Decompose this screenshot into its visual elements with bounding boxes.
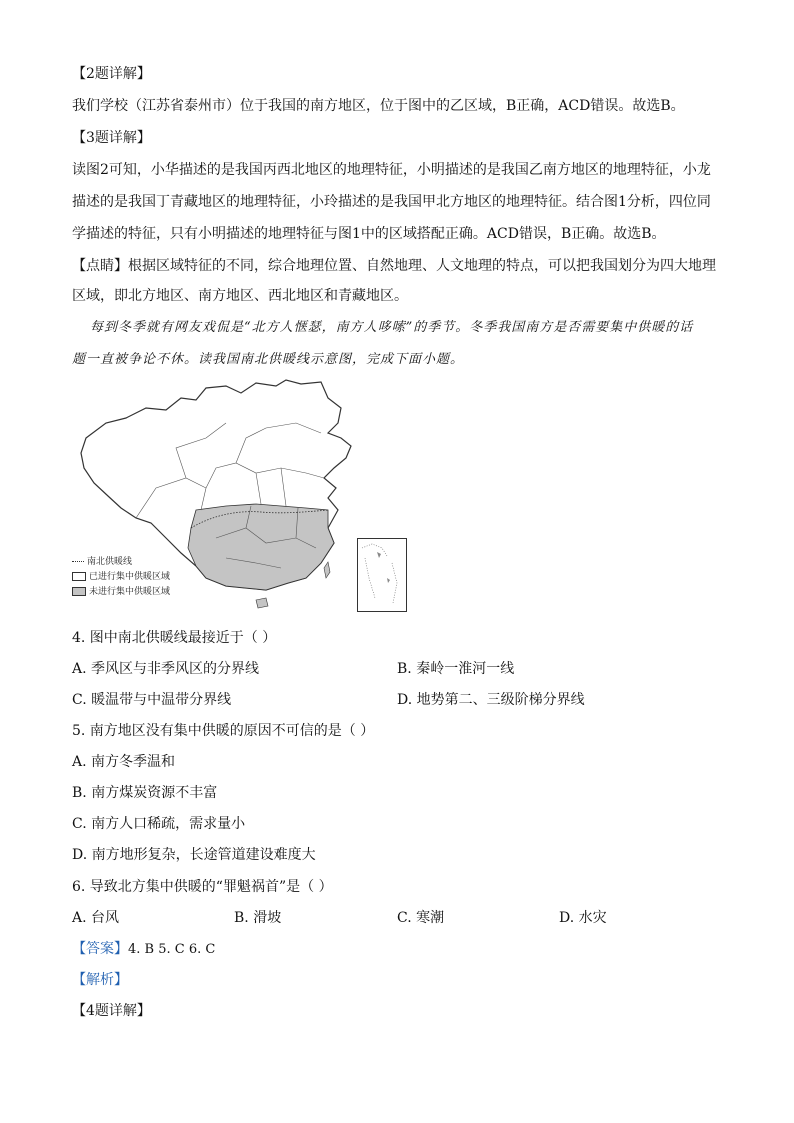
tip-line-2: 区域，即北方地区、南方地区、西北地区和青藏地区。 <box>72 288 408 304</box>
q3-line-3: 学描述的特征，只有小明描述的地理特征与图1中的区域搭配正确。ACD错误，B正确。故选B。 <box>72 226 666 242</box>
q3-heading: 【3题详解】 <box>72 130 151 146</box>
q6-option-b: B. 滑坡 <box>234 910 282 926</box>
unheated-region <box>188 504 334 590</box>
legend-line <box>72 556 132 568</box>
q6-option-a: A. 台风 <box>72 910 120 926</box>
gray-box-icon <box>72 587 86 596</box>
q4-option-d: D. 地势第二、三级阶梯分界线 <box>397 692 585 708</box>
q4-heading: 【4题详解】 <box>72 1003 151 1019</box>
legend-done-label: 已进行集中供暖区域 <box>89 572 171 582</box>
answer-label: 【答案】 <box>72 941 128 957</box>
answer-text: 4. B 5. C 6. C <box>128 942 216 957</box>
answer-line <box>72 939 215 960</box>
intro-line-1: 每到冬季就有网友戏侃是“北方人惬瑟，南方人哆嗦”的季节。冬季我国南方是否需要集中供暖的话 <box>90 320 694 335</box>
legend-notdone-label: 未进行集中供暖区域 <box>89 587 171 597</box>
legend-notdone <box>72 586 170 598</box>
q5-option-d: D. 南方地形复杂，长途管道建设难度大 <box>72 847 316 863</box>
q6-stem: 6. 导致北方集中供暖的“罪魁祸首”是（ ） <box>72 879 333 895</box>
dotted-line-icon <box>72 561 84 562</box>
white-box-icon <box>72 572 86 581</box>
q4-stem: 4. 图中南北供暖线最接近于（ ） <box>72 630 277 646</box>
tip-text-1: 根据区域特征的不同，综合地理位置、自然地理、人文地理的特点，可以把我国划分为四大地理 <box>128 258 716 274</box>
intro-line-2: 题一直被争论不休。读我国南北供暖线示意图，完成下面小题。 <box>72 352 465 367</box>
q2-heading: 【2题详解】 <box>72 66 151 82</box>
south-china-sea-inset <box>357 538 407 612</box>
tip-line-1 <box>72 256 716 276</box>
q3-line-2: 描述的是我国丁青藏地区的地理特征，小玲描述的是我国甲北方地区的地理特征。结合图1分析，四位同 <box>72 194 711 210</box>
legend-line-label: 南北供暖线 <box>87 557 133 567</box>
q3-line-1: 读图2可知，小华描述的是我国丙西北地区的地理特征，小明描述的是我国乙南方地区的地理特征，小龙 <box>72 162 711 178</box>
q4-option-b: B. 秦岭一淮河一线 <box>397 661 515 677</box>
tip-label: 【点睛】 <box>72 258 128 274</box>
q5-stem: 5. 南方地区没有集中供暖的原因不可信的是（ ） <box>72 723 375 739</box>
q2-text: 我们学校（江苏省泰州市）位于我国的南方地区，位于图中的乙区域，B正确，ACD错误。故选B。 <box>72 98 685 114</box>
q5-option-b: B. 南方煤炭资源不丰富 <box>72 785 218 801</box>
q6-option-c: C. 寒潮 <box>397 910 445 926</box>
analysis-label: 【解析】 <box>72 972 128 988</box>
q5-option-a: A. 南方冬季温和 <box>72 754 176 770</box>
q4-option-a: A. 季风区与非季风区的分界线 <box>72 661 260 677</box>
q6-option-d: D. 水灾 <box>559 910 607 926</box>
q5-option-c: C. 南方人口稀疏，需求量小 <box>72 816 246 832</box>
legend-done <box>72 571 170 583</box>
hainan-island <box>256 598 268 608</box>
q4-option-c: C. 暖温带与中温带分界线 <box>72 692 232 708</box>
taiwan-island <box>324 562 330 578</box>
